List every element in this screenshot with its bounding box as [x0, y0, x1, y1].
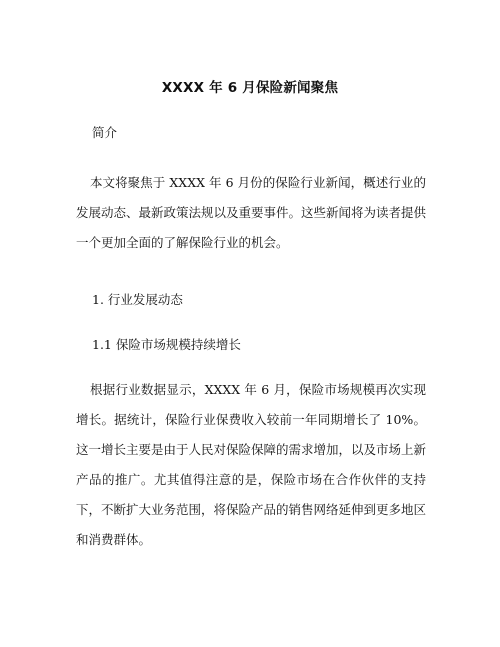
section-1-1-paragraph: 根据行业数据显示，XXXX 年 6 月，保险市场规模再次实现增长。据统计，保险行业保费收入较前一年同期增长了 10%。这一增长主要是由于人民对保险保障的需求增加，以及市场上新产品的推广。尤其值得注意的是，保险市场在合作伙伴的支持下，不断扩大业务范围，将保险产品的销售网络延伸到更多地区和消费群体。 [76, 382, 427, 547]
document-title: XXXX 年 6 月保险新闻聚焦 [161, 80, 339, 96]
intro-paragraph: 本文将聚焦于 XXXX 年 6 月份的保险行业新闻，概述行业的发展动态、最新政策法规以及重要事件。这些新闻将为读者提供一个更加全面的了解保险行业的机会。 [76, 175, 427, 250]
section-1-heading: 1. 行业发展动态 [92, 292, 183, 307]
intro-heading: 简介 [92, 125, 118, 140]
section-1-1-heading: 1.1 保险市场规模持续增长 [92, 337, 241, 352]
